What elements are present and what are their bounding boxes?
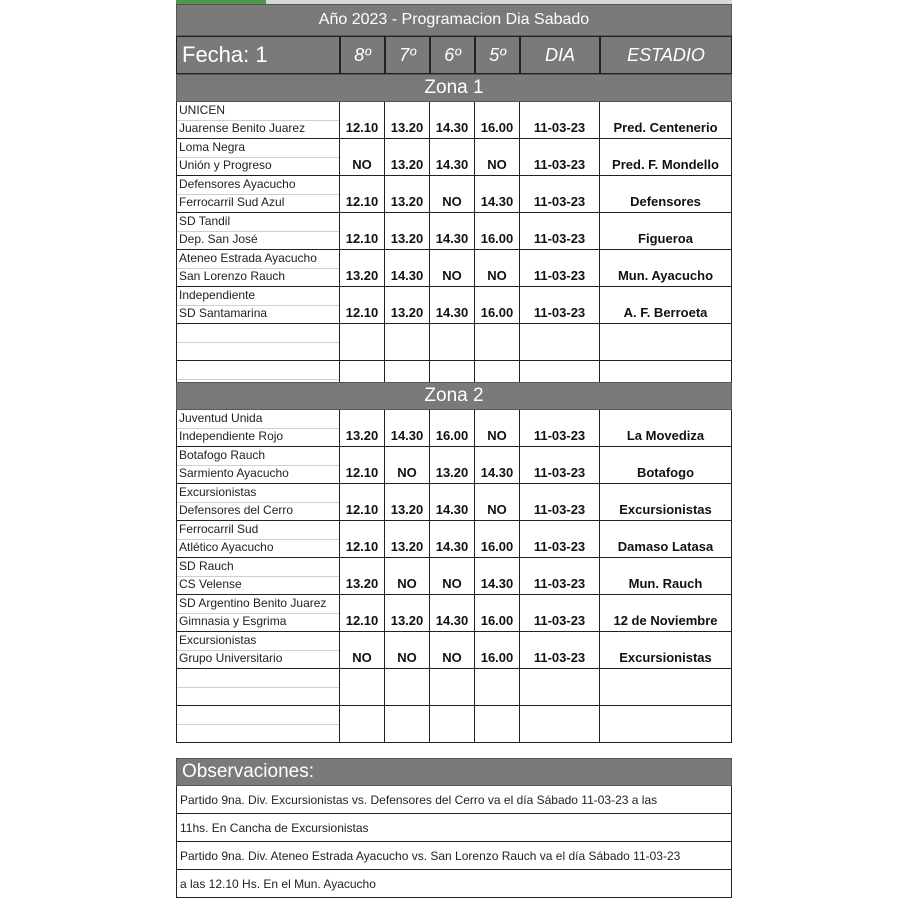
home-team: UNICEN [179,103,226,117]
time-8-cell[interactable]: NO [340,632,385,669]
time-6-cell[interactable]: 14.30 [430,521,475,558]
col-header-estadio: ESTADIO [600,36,732,74]
estadio-cell[interactable]: Excursionistas [600,632,732,669]
match-teams-cell[interactable] [176,139,340,176]
zona-2-header: Zona 2 [176,382,732,410]
time-8-cell[interactable]: 13.20 [340,410,385,447]
time-7-cell[interactable]: 14.30 [385,410,430,447]
dia-cell[interactable]: 11-03-23 [520,176,600,213]
dia-cell[interactable]: 11-03-23 [520,484,600,521]
home-team: Ferrocarril Sud [179,522,259,536]
time-7-cell[interactable]: NO [385,632,430,669]
estadio-cell[interactable]: Mun. Ayacucho [600,250,732,287]
dia-cell[interactable] [520,324,600,361]
time-6-cell[interactable]: 14.30 [430,139,475,176]
estadio-cell[interactable] [600,706,732,743]
time-6-cell[interactable] [430,706,475,743]
home-team: Defensores Ayacucho [179,177,296,191]
home-team: Loma Negra [179,140,246,154]
time-8-cell[interactable]: 13.20 [340,250,385,287]
match-teams-cell[interactable] [176,410,340,447]
time-5-cell[interactable]: 14.30 [475,447,520,484]
time-5-cell[interactable] [475,669,520,706]
time-6-cell[interactable] [430,669,475,706]
col-header-7: 7º [385,36,430,74]
dia-cell[interactable]: 11-03-23 [520,447,600,484]
col-header-dia: DIA [520,36,600,74]
zona-1-header: Zona 1 [176,74,732,102]
estadio-cell[interactable]: Excursionistas [600,484,732,521]
time-5-cell[interactable]: 14.30 [475,176,520,213]
time-8-cell[interactable]: 13.20 [340,558,385,595]
time-5-cell[interactable]: 16.00 [475,632,520,669]
away-team: San Lorenzo Rauch [179,269,286,283]
match-teams-cell[interactable] [176,632,340,669]
time-6-cell[interactable]: 14.30 [430,595,475,632]
match-teams-cell[interactable] [176,176,340,213]
col-header-8: 8º [340,36,385,74]
away-team: Unión y Progreso [179,158,272,172]
away-team: Gimnasia y Esgrima [179,614,287,628]
estadio-cell[interactable]: A. F. Berroeta [600,287,732,324]
away-team: CS Velense [179,577,242,591]
fecha-header: Fecha: 1 [176,36,340,74]
estadio-cell[interactable] [600,324,732,361]
time-6-cell[interactable]: NO [430,250,475,287]
time-6-cell[interactable]: 14.30 [430,287,475,324]
away-team: Juarense Benito Juarez [179,121,306,135]
time-8-cell[interactable]: 12.10 [340,176,385,213]
match-teams-cell[interactable] [176,324,340,361]
time-8-cell[interactable]: 12.10 [340,447,385,484]
time-8-cell[interactable]: 12.10 [340,213,385,250]
time-7-cell[interactable]: NO [385,447,430,484]
match-teams-cell[interactable] [176,213,340,250]
dia-cell[interactable]: 11-03-23 [520,250,600,287]
col-header-6: 6º [430,36,475,74]
dia-cell[interactable] [520,706,600,743]
observacion-line: a las 12.10 Hs. En el Mun. Ayacucho [176,870,732,898]
row-divider [177,724,339,725]
time-8-cell[interactable]: NO [340,139,385,176]
row-divider [177,379,339,380]
estadio-cell[interactable] [600,669,732,706]
time-5-cell[interactable] [475,324,520,361]
time-8-cell[interactable]: 12.10 [340,102,385,139]
time-5-cell[interactable]: 16.00 [475,521,520,558]
time-7-cell[interactable]: 13.20 [385,484,430,521]
time-6-cell[interactable]: 14.30 [430,484,475,521]
time-8-cell[interactable] [340,324,385,361]
estadio-cell[interactable]: Pred. Centenerio [600,102,732,139]
home-team: SD Tandil [179,214,231,228]
row-divider [177,687,339,688]
time-7-cell[interactable] [385,324,430,361]
match-teams-cell[interactable] [176,521,340,558]
time-7-cell[interactable] [385,669,430,706]
estadio-cell[interactable]: 12 de Noviembre [600,595,732,632]
observacion-line: Partido 9na. Div. Ateneo Estrada Ayacucho vs. San Lorenzo Rauch va el día Sábado 11-03-23 [176,842,732,870]
time-8-cell[interactable]: 12.10 [340,287,385,324]
time-8-cell[interactable]: 12.10 [340,484,385,521]
estadio-cell[interactable]: Defensores [600,176,732,213]
away-team: Independiente Rojo [179,429,284,443]
away-team: Ferrocarril Sud Azul [179,195,285,209]
match-teams-cell[interactable] [176,447,340,484]
time-8-cell[interactable]: 12.10 [340,595,385,632]
observaciones-title: Observaciones: [176,758,732,786]
time-6-cell[interactable]: 16.00 [430,410,475,447]
dia-cell[interactable]: 11-03-23 [520,213,600,250]
observacion-line: 11hs. En Cancha de Excursionistas [176,814,732,842]
row-divider [177,342,339,343]
time-7-cell[interactable]: 14.30 [385,250,430,287]
time-5-cell[interactable] [475,706,520,743]
time-5-cell[interactable]: 16.00 [475,213,520,250]
time-5-cell[interactable]: NO [475,139,520,176]
away-team: Atlético Ayacucho [179,540,274,554]
away-team: Sarmiento Ayacucho [179,466,289,480]
dia-cell[interactable]: 11-03-23 [520,632,600,669]
away-team: Defensores del Cerro [179,503,294,517]
away-team: Dep. San José [179,232,258,246]
dia-cell[interactable]: 11-03-23 [520,521,600,558]
time-7-cell[interactable]: 13.20 [385,287,430,324]
time-7-cell[interactable]: 13.20 [385,139,430,176]
away-team: Grupo Universitario [179,651,283,665]
time-8-cell[interactable]: 12.10 [340,521,385,558]
home-team: SD Rauch [179,559,234,573]
match-teams-cell[interactable] [176,287,340,324]
col-header-5: 5º [475,36,520,74]
match-teams-cell[interactable] [176,669,340,706]
home-team: Juventud Unida [179,411,263,425]
home-team: Botafogo Rauch [179,448,266,462]
dia-cell[interactable]: 11-03-23 [520,139,600,176]
time-7-cell[interactable]: 13.20 [385,595,430,632]
estadio-cell[interactable]: Damaso Latasa [600,521,732,558]
home-team: SD Argentino Benito Juarez [179,596,327,610]
dia-cell[interactable]: 11-03-23 [520,102,600,139]
time-6-cell[interactable]: NO [430,176,475,213]
observacion-line: Partido 9na. Div. Excursionistas vs. Defensores del Cerro va el día Sábado 11-03-23 a las [176,786,732,814]
time-8-cell[interactable] [340,706,385,743]
time-6-cell[interactable]: NO [430,632,475,669]
match-teams-cell[interactable] [176,558,340,595]
estadio-cell[interactable]: La Movediza [600,410,732,447]
match-teams-cell[interactable] [176,484,340,521]
home-team: Ateneo Estrada Ayacucho [179,251,317,265]
home-team: Independiente [179,288,256,302]
home-team: Excursionistas [179,633,257,647]
time-6-cell[interactable]: 13.20 [430,447,475,484]
time-7-cell[interactable]: 13.20 [385,102,430,139]
time-5-cell[interactable]: NO [475,410,520,447]
match-teams-cell[interactable] [176,595,340,632]
time-5-cell[interactable]: 14.30 [475,558,520,595]
estadio-cell[interactable]: Botafogo [600,447,732,484]
time-5-cell[interactable]: NO [475,250,520,287]
match-teams-cell[interactable] [176,250,340,287]
time-5-cell[interactable]: NO [475,484,520,521]
time-5-cell[interactable]: 16.00 [475,102,520,139]
dia-cell[interactable]: 11-03-23 [520,558,600,595]
away-team: SD Santamarina [179,306,268,320]
dia-cell[interactable]: 11-03-23 [520,595,600,632]
time-6-cell[interactable]: 14.30 [430,102,475,139]
estadio-cell[interactable]: Figueroa [600,213,732,250]
dia-cell[interactable]: 11-03-23 [520,287,600,324]
time-7-cell[interactable]: 13.20 [385,213,430,250]
match-teams-cell[interactable] [176,706,340,743]
dia-cell[interactable]: 11-03-23 [520,410,600,447]
time-7-cell[interactable]: 13.20 [385,521,430,558]
time-5-cell[interactable]: 16.00 [475,287,520,324]
schedule-sheet [176,4,732,904]
estadio-cell[interactable]: Pred. F. Mondello [600,139,732,176]
time-8-cell[interactable] [340,669,385,706]
time-5-cell[interactable]: 16.00 [475,595,520,632]
time-7-cell[interactable]: 13.20 [385,176,430,213]
dia-cell[interactable] [520,669,600,706]
time-7-cell[interactable] [385,706,430,743]
time-6-cell[interactable] [430,324,475,361]
home-team: Excursionistas [179,485,257,499]
estadio-cell[interactable]: Mun. Rauch [600,558,732,595]
page-title: Año 2023 - Programacion Dia Sabado [176,4,732,36]
match-teams-cell[interactable] [176,102,340,139]
time-7-cell[interactable]: NO [385,558,430,595]
time-6-cell[interactable]: NO [430,558,475,595]
time-6-cell[interactable]: 14.30 [430,213,475,250]
